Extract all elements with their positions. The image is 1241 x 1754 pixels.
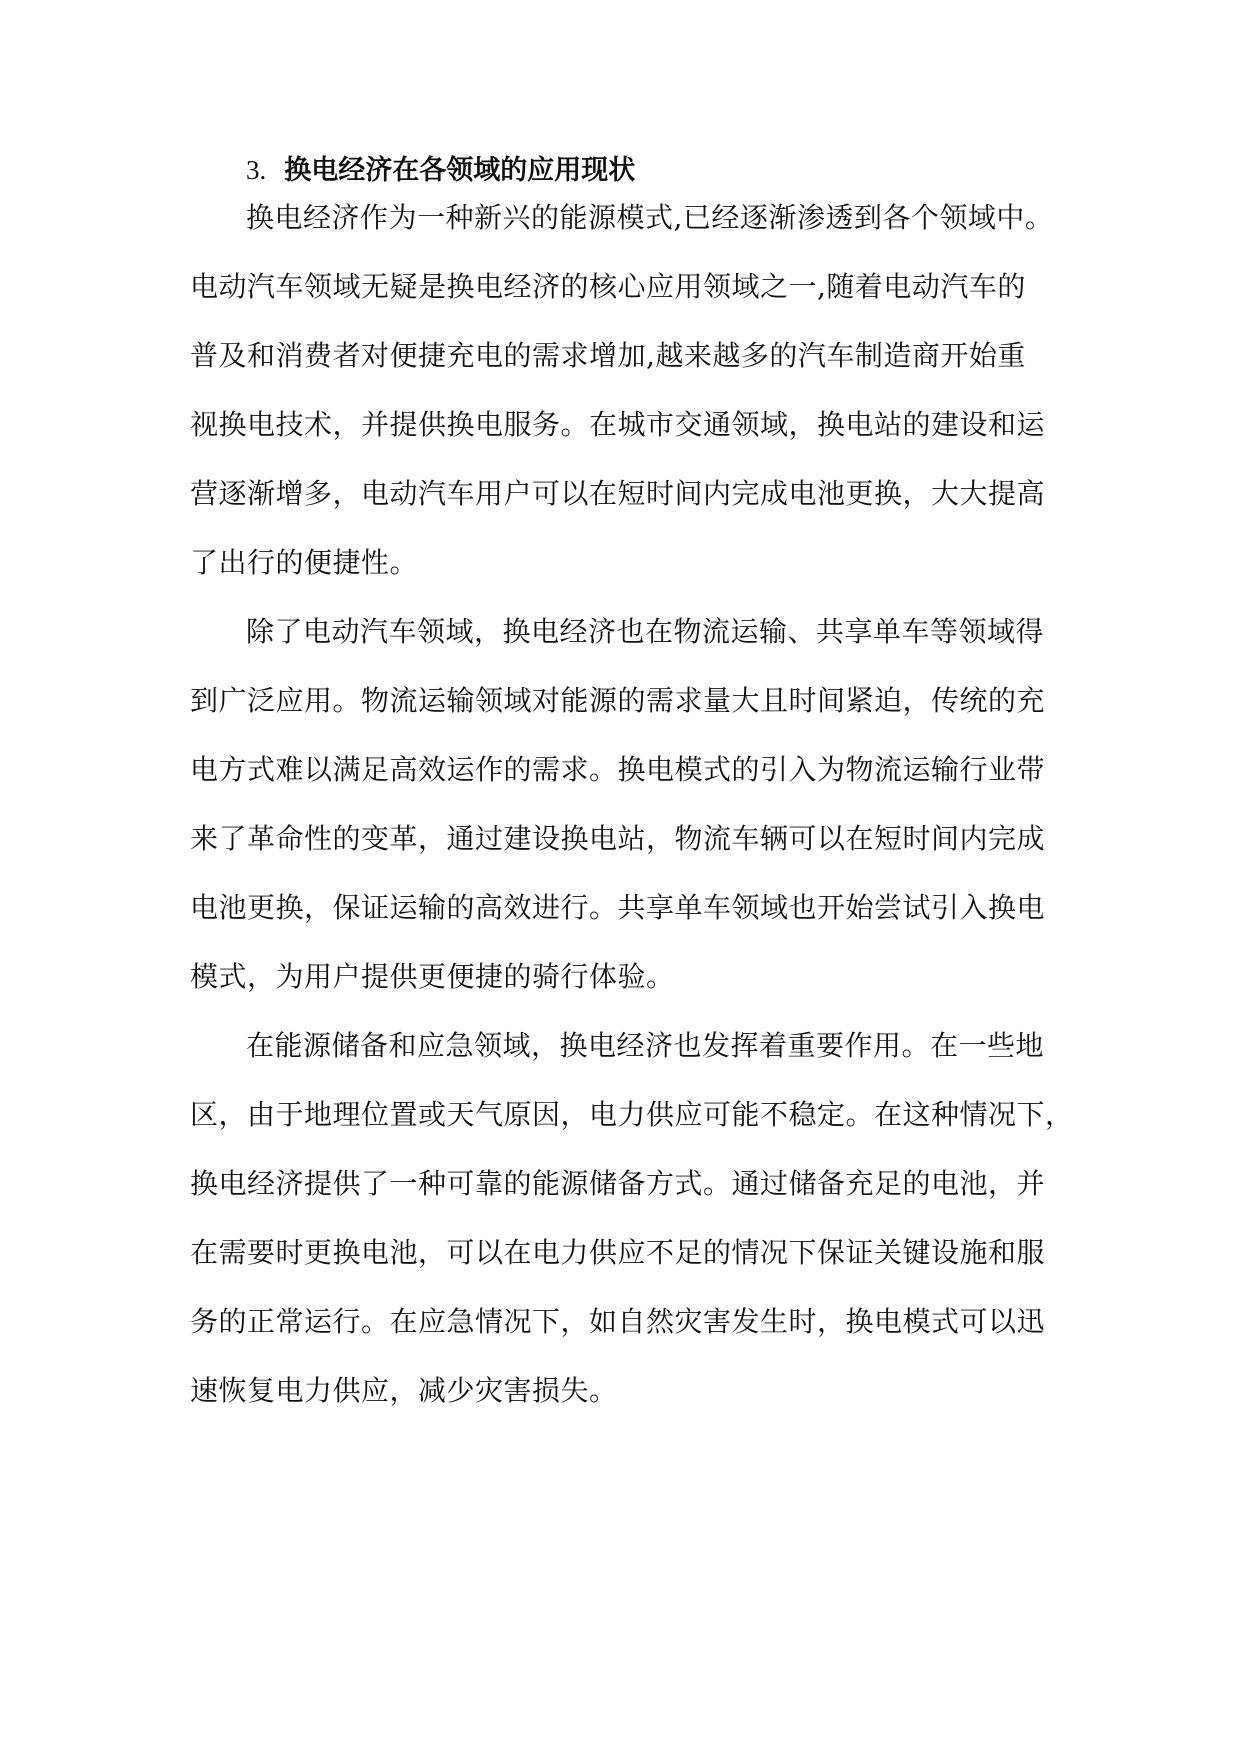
section-title: 换电经济在各领域的应用现状 — [284, 155, 636, 186]
paragraph-3-line-5: 务的正常运行。在应急情况下，如自然灾害发生时，换电模式可以迅 — [190, 1305, 1046, 1338]
paragraph-2-line-4: 来了革命性的变革，通过建设换电站，物流车辆可以在短时间内完成 — [190, 822, 1046, 855]
paragraph-2-line-3: 电方式难以满足高效运作的需求。换电模式的引入为物流运输行业带 — [190, 753, 1046, 786]
paragraph-1-line-2: 电动汽车领域无疑是换电经济的核心应用领域之一,随着电动汽车的 — [190, 270, 1026, 303]
paragraph-2-line-6: 模式，为用户提供更便捷的骑行体验。 — [190, 960, 675, 993]
section-number: 3. — [246, 155, 267, 185]
paragraph-3-line-6: 速恢复电力供应，减少灾害损失。 — [190, 1374, 618, 1407]
paragraph-2-line-5: 电池更换，保证运输的高效进行。共享单车领域也开始尝试引入换电 — [190, 891, 1046, 924]
section-heading — [246, 150, 635, 191]
paragraph-1-line-3: 普及和消费者对便捷充电的需求增加,越来越多的汽车制造商开始重 — [190, 339, 1026, 372]
paragraph-1-line-4: 视换电技术，并提供换电服务。在城市交通领域，换电站的建设和运 — [190, 408, 1046, 441]
paragraph-3-line-1: 在能源储备和应急领域，换电经济也发挥着重要作用。在一些地 — [246, 1029, 1045, 1062]
paragraph-1-line-5: 营逐渐增多，电动汽车用户可以在短时间内完成电池更换，大大提高 — [190, 477, 1046, 510]
paragraph-3-line-3: 换电经济提供了一种可靠的能源储备方式。通过储备充足的电池，并 — [190, 1167, 1046, 1200]
paragraph-3-line-2: 区，由于地理位置或天气原因，电力供应可能不稳定。在这种情况下， — [190, 1098, 1074, 1131]
paragraph-1-line-6: 了出行的便捷性。 — [190, 546, 419, 579]
paragraph-1-line-1: 换电经济作为一种新兴的能源模式,已经逐渐渗透到各个领域中。 — [246, 201, 1054, 234]
paragraph-2-line-1: 除了电动汽车领域，换电经济也在物流运输、共享单车等领域得 — [246, 615, 1045, 648]
paragraph-3-line-4: 在需要时更换电池，可以在电力供应不足的情况下保证关键设施和服 — [190, 1236, 1046, 1269]
paragraph-2-line-2: 到广泛应用。物流运输领域对能源的需求量大且时间紧迫，传统的充 — [190, 684, 1046, 717]
